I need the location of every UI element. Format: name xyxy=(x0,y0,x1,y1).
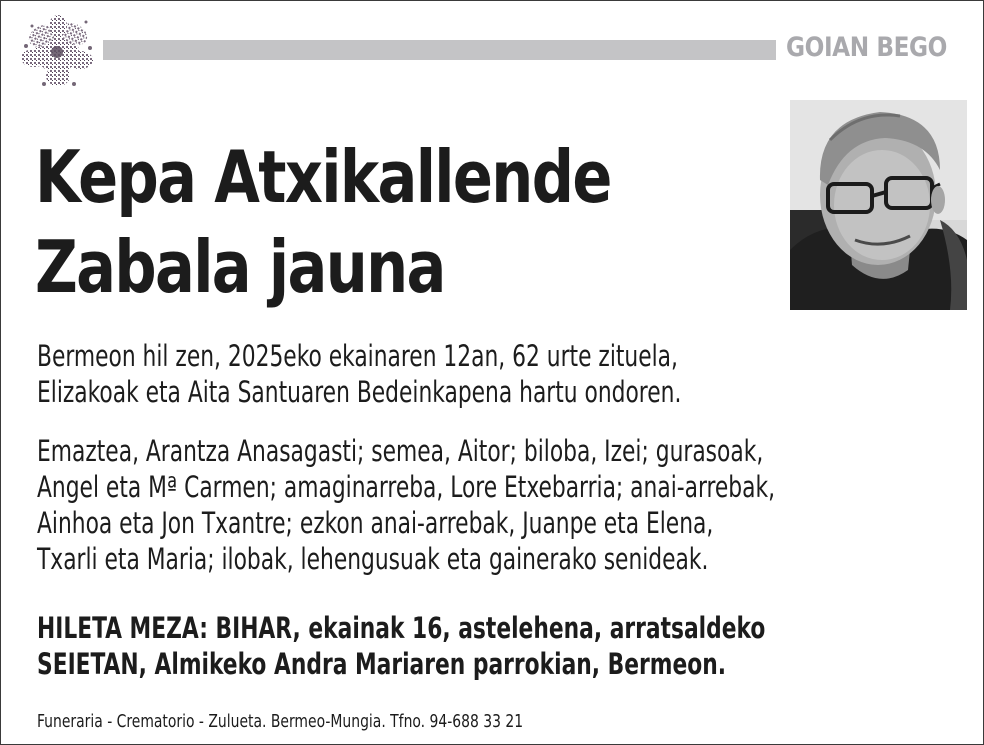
deceased-name xyxy=(35,132,611,312)
header-label: GOIAN BEGO xyxy=(786,32,947,63)
funeral-announcement xyxy=(37,610,765,682)
family-line: Emaztea, Arantza Anasagasti; semea, Aitor; biloba, Izei; gurasoak, xyxy=(37,434,764,468)
death-notice xyxy=(37,338,681,410)
death-notice-line: Bermeon hil zen, 2025eko ekainaren 12an, 62 urte zituela, xyxy=(37,339,678,373)
name-line-1: Kepa Atxikallende xyxy=(35,135,611,219)
funeral-home-footer: Funeraria - Crematorio - Zulueta. Bermeo-Mungia. Tfno. 94-688 33 21 xyxy=(37,711,524,732)
funeral-line: HILETA MEZA: BIHAR, ekainak 16, astelehena, arratsaldeko xyxy=(37,611,766,645)
family-list xyxy=(37,433,775,577)
funeral-line: SEIETAN, Almikeko Andra Mariaren parrokian, Bermeon. xyxy=(37,647,727,681)
header-rule xyxy=(103,40,776,60)
family-line: Angel eta Mª Carmen; amaginarreba, Lore Etxebarria; anai-arrebak, xyxy=(37,470,776,504)
death-notice-line: Elizakoak eta Aita Santuaren Bedeinkapena hartu ondoren. xyxy=(37,375,682,409)
name-line-2: Zabala jauna xyxy=(35,225,445,309)
flower-ornament-icon xyxy=(14,10,100,92)
family-line: Ainhoa eta Jon Txantre; ezkon anai-arrebak, Juanpe eta Elena, xyxy=(37,506,714,540)
family-line: Txarli eta Maria; ilobak, lehengusuak eta gainerako senideak. xyxy=(37,542,709,576)
portrait-photo xyxy=(790,100,967,310)
